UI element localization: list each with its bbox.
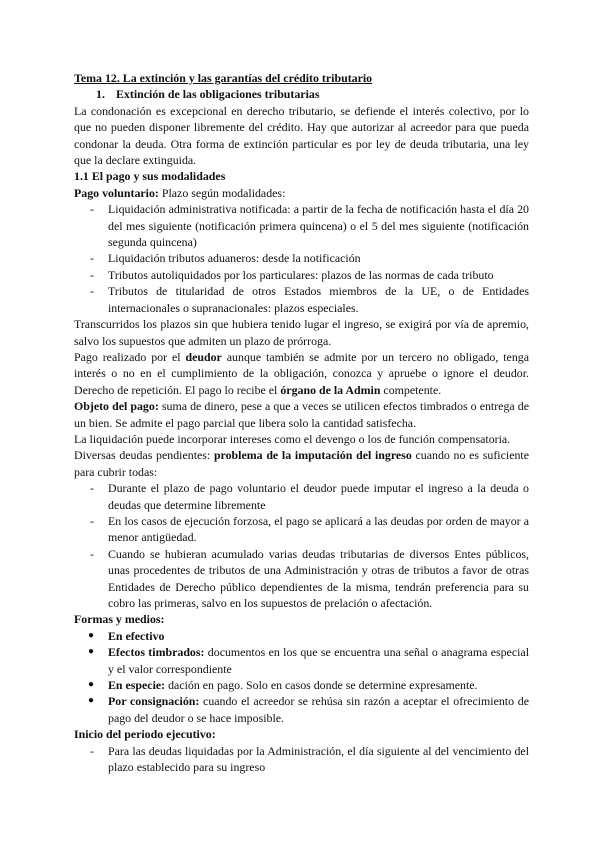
- list-item: [74, 693, 529, 726]
- bold-span: En efectivo: [108, 628, 165, 643]
- bold-span: problema de la imputación del ingreso: [213, 448, 412, 463]
- pago-voluntario-paragraph: [74, 185, 529, 201]
- text-span: documentos en los que se encuentra una señal o anagrama especial y el valor correspondiente: [108, 645, 529, 676]
- list-item: - Durante el plazo de pago voluntario el deudor puede imputar el ingreso a la deuda o deudas que determine libremente: [74, 480, 529, 513]
- pago-voluntario-label: Pago voluntario:: [74, 185, 159, 200]
- list-item: - En los casos de ejecución forzosa, el pago se aplicará a las deudas por orden de mayor a menor antigüedad.: [74, 513, 529, 546]
- inicio-list: [74, 743, 529, 776]
- liquidacion-paragraph: La liquidación puede incorporar intereses como el devengo o los de función compensatoria.: [74, 431, 511, 446]
- pago-realizado-paragraph: [74, 349, 529, 398]
- list-item: - Tributos autoliquidados por los particulares: plazos de las normas de cada tributo: [74, 267, 529, 283]
- text-span: dación en pago. Solo en casos donde se determine expresamente.: [165, 678, 478, 693]
- text-span: cuando no es suficiente para cubrir todas:: [74, 448, 529, 479]
- text-span: competente.: [380, 382, 442, 397]
- pago-voluntario-text: Plazo según modalidades:: [158, 185, 286, 200]
- list-item: [74, 644, 529, 677]
- section-1-number: 1.: [96, 87, 105, 102]
- list-item: [74, 677, 529, 693]
- inicio-heading: Inicio del periodo ejecutivo:: [74, 727, 216, 742]
- text-span: Diversas deudas pendientes:: [74, 448, 214, 463]
- text-span: Pago realizado por el: [74, 349, 186, 364]
- plazos-list: [74, 201, 529, 316]
- objeto-label: Objeto del pago:: [74, 399, 159, 414]
- bold-span: Por consignación:: [108, 694, 200, 709]
- section-1-heading: [74, 86, 529, 102]
- text-span: aunque también se admite por un tercero no obligado, tenga interés o no en el cumplimiento de la obligación, conozca y apruebe o ignore el deudor. Derecho de repetición. El pago lo recibe el: [74, 349, 530, 397]
- formas-list: [74, 628, 529, 726]
- imputacion-list: [74, 480, 529, 611]
- objeto-paragraph: [74, 398, 529, 431]
- list-item: - Liquidación administrativa notificada: a partir de la fecha de notificación hasta el día 20 del mes siguiente (notificación primera quincena) o el 5 del mes siguiente (notificación segunda quincena): [74, 201, 529, 250]
- list-item: - Cuando se hubieran acumulado varias deudas tributarias de diversos Entes públicos, unas procedentes de tributos de una Administración y otras de tributos a favor de otras Entidades de Derecho público dependientes de la misma, tendrán preferencia para su cobro las primeras, salvo en los supuestos de prelación o afectación.: [74, 546, 529, 612]
- list-item: - Liquidación tributos aduaneros: desde la notificación: [74, 250, 529, 266]
- list-item: - Para las deudas liquidadas por la Administración, el día siguiente al del vencimiento del plazo establecido para su ingreso: [74, 743, 529, 776]
- bold-span: deudor: [185, 349, 222, 364]
- objeto-text: suma de dinero, pese a que a veces se utilicen efectos timbrados o entrega de un bien. Se admite el pago parcial que libera solo la cantidad satisfecha.: [74, 399, 529, 430]
- list-item: - Tributos de titularidad de otros Estados miembros de la UE, o de Entidades internacionales o supranacionales: plazos especiales.: [74, 283, 529, 316]
- section-1-1-heading: 1.1 El pago y sus modalidades: [74, 169, 226, 184]
- transcurridos-paragraph: Transcurridos los plazos sin que hubiera tenido lugar el ingreso, se exigirá por vía de apremio, salvo los supuestos que admiten un plazo de prórroga.: [74, 317, 529, 348]
- formas-heading: Formas y medios:: [74, 612, 165, 627]
- text-span: cuando el acreedor se rehúsa sin razón a aceptar el ofrecimiento de pago del deudor o se hace imposible.: [108, 694, 529, 725]
- document-page: [74, 70, 529, 775]
- document-title: Tema 12. La extinción y las garantías del crédito tributario: [74, 71, 373, 85]
- bold-span: Efectos timbrados:: [108, 645, 205, 660]
- section-1-title: Extinción de las obligaciones tributarias: [116, 87, 320, 102]
- bold-span: órgano de la Admin: [280, 382, 381, 397]
- intro-paragraph: La condonación es excepcional en derecho tributario, se defiende el interés colectivo, por lo que no pueden disponer libremente del crédito. Hay que autorizar al acreedor para que pueda condonar la deuda. Otra forma de extinción particular es por ley de deuda tributaria, una ley que la declare extinguida.: [74, 103, 529, 168]
- diversas-paragraph: [74, 447, 529, 480]
- list-item: [74, 628, 529, 644]
- bold-span: En especie:: [108, 678, 166, 693]
